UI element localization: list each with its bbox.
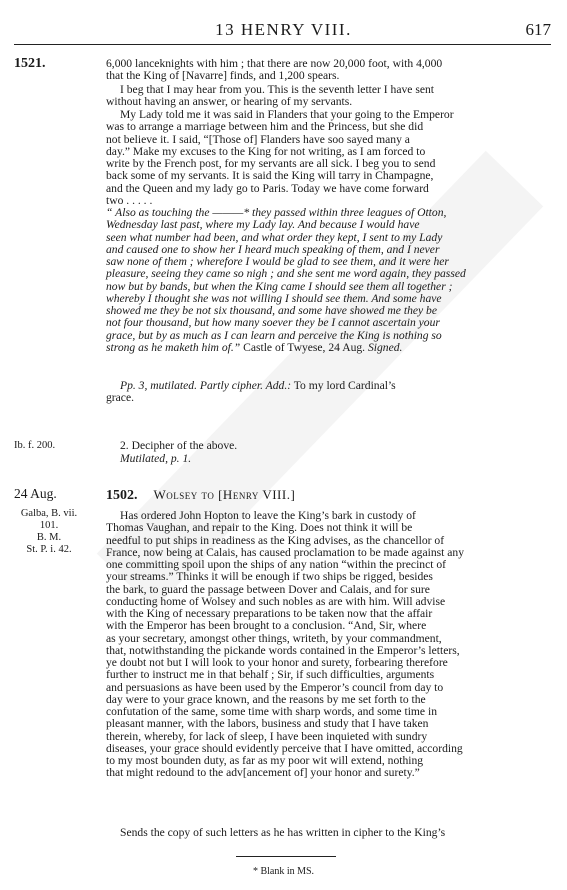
- item-2: 2. Decipher of the above.: [120, 439, 238, 452]
- margin-ref-ib: Ib. f. 200.: [14, 440, 56, 451]
- document-number: 1502.: [106, 488, 138, 503]
- paragraph-3: My Lady told me it was said in Flanders that your going to the Emperor was to arrange a marriage between him and the Princess, but she did not believe it. I said, “[Those of] Flanders have soo sayed many a day.” Make my excuses to the King for not writing, as I am forced to write by the French post, for my servants are all sick. I beg you to send back some of my servants. It is said the King will tarry in Champagne, and the Queen and my lady go to Paris. Today we have come forward two . . . . .: [106, 108, 454, 207]
- paragraph-2: I beg that I may hear from you. This is the seventh letter I have sent without having an answer, or hearing of my servants.: [106, 83, 435, 109]
- document-body: Has ordered John Hopton to leave the King’s bark in custody of Thomas Vaughan, and repair to the King. Does not think it will be needful to put ships in readiness as the King advises, as the chancellor of France, now being at Calais, has caused proclamation to be made against any one committing spoil upon the ships of any nation “within the precinct of your streams.” Thinks it will be enough if two ships be rigged, besides the bark, to guard the passage between Dover and Calais, and for sure conducting home of Wolsey and such nobles as are with him. Will advise with the King of necessary preparations to be taken now that the affair with the Emperor has been brought to a conclusion. “And, Sir, where as your secretary, amongst other things, writeth, by your commandment, that, notwithstanding the pickande words contained in the Emperor’s letters, ye doubt not but I will look to your honor and surety, forbearing therefore further to instruct me in that behalf ; Sir, if such difficulties, arguments and persuasions as have been used by the Emperor’s council from day to day were to your grace known, and the reasons by me set forth to the confutation of the same, some time with sharp words, and some time in pleasant manner, with the labors, business and study that I have taken therein, whereby, for lack of sleep, I have been inquieted with sundry diseases, your grace should evidently perceive that I have omitted, according to my most bounden duty, as far as my poor wit will extend, nothing that might redound to the adv[ancement of] your honor and surety.”: [106, 509, 465, 780]
- document-author: Wolsey to [Henry VIII.]: [153, 487, 296, 502]
- source-galba: Galba, B. vii.: [20, 508, 78, 519]
- year-label: 1521.: [14, 56, 46, 71]
- cipher-passage: “ Also as touching the ———* they passed within three leagues of Otton, Wednesday last past, where my Lady lay. And because I would have seen what number had been, and what order they kept, I sent to my Lady and caused one to show her I heard much speaking of them, and I never saw none of them ; wherefore I would be glad to see them, and it were her pleasure, seeing they came so nigh ; and she sent me word again, they passed now but by bands, but when the King came I should see them all together ; whereby I thought she was not willing I should see them. And some have showed me they be not six thousand, and some have showed me they be not four thousand, but how many soever they be I cannot ascertain your grace, but by as much as I can learn and perceive the King is nothing so strong as he maketh him of.”: [106, 206, 466, 354]
- source-stp: St. P. i. 42.: [26, 544, 72, 555]
- margin-date-block: [14, 488, 92, 500]
- signed-note: Signed.: [367, 340, 403, 354]
- item-2-note: Mutilated, p. 1.: [120, 452, 192, 465]
- header-rule: [14, 44, 551, 45]
- source-galba-num: 101.: [39, 520, 59, 531]
- document-heading: [106, 487, 546, 504]
- page-number: 617: [525, 20, 551, 39]
- margin-year: [14, 58, 92, 71]
- running-header: [0, 20, 567, 42]
- paragraph-4: [106, 207, 546, 354]
- document-last-line: Sends the copy of such letters as he has written in cipher to the King’s: [120, 826, 446, 839]
- address-note: To my lord Cardinal’s grace.: [106, 379, 396, 405]
- paragraph-5: [106, 380, 546, 405]
- physical-description: Pp. 3, mutilated. Partly cipher. Add.:: [120, 379, 292, 392]
- footnote: * Blank in MS.: [252, 866, 315, 877]
- dateline: Castle of Twyese, 24 Aug.: [240, 340, 368, 354]
- date-label: 24 Aug.: [14, 486, 57, 501]
- source-bm: B. M.: [36, 532, 62, 543]
- paragraph-1: 6,000 lanceknights with him ; that there are now 20,000 foot, with 4,000 that the King of [Navarre] finds, and 1,200 spears.: [106, 57, 443, 83]
- margin-sources: [14, 508, 84, 556]
- footnote-rule: [236, 856, 336, 857]
- running-title: 13 HENRY VIII.: [215, 20, 352, 39]
